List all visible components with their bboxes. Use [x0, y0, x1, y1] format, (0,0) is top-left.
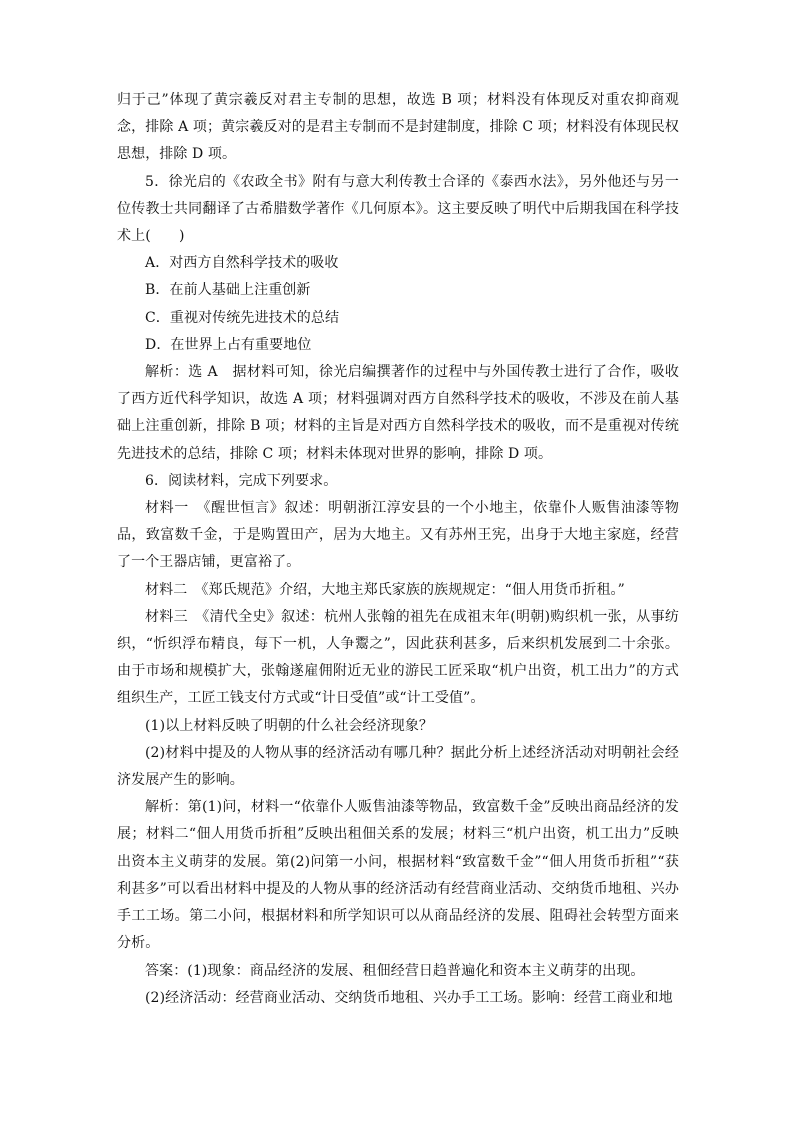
- question-6-part-2: (2)材料中提及的人物从事的经济活动有哪几种？据此分析上述经济活动对明朝社会经济发展产生的影响。: [117, 744, 679, 789]
- question-6-answer-2: (2)经济活动：经营商业活动、交纳货币地租、兴办手工工场。影响：经营工商业和地: [145, 989, 673, 1006]
- question-6-stem: 6．阅读材料，完成下列要求。: [145, 472, 338, 489]
- paragraph-answer-4-continued: 归于己”体现了黄宗羲反对君主专制的思想，故选 B 项；材料没有体现反对重农抑商观念，排除 A 项；黄宗羲反对的是君主专制而不是封建制度，排除 C 项；材料没有体现民权思想，排除 D 项。: [117, 92, 679, 163]
- material-1: 材料一 《醒世恒言》叙述：明朝浙江淳安县的一个小地主，依靠仆人贩售油漆等物品，致富数千金，于是购置田产，居为大地主。又有苏州王宪，出身于大地主家庭，经营了一个王器店铺，更富裕了。: [117, 500, 679, 571]
- question-5-analysis: 解析：选 A 据材料可知，徐光启编撰著作的过程中与外国传教士进行了合作，吸收了西方近代科学知识，故选 A 项；材料强调对西方自然科学技术的吸收，不涉及在前人基础上注重创新，排除 B 项；材料的主旨是对西方自然科学技术的吸收，而不是重视对传统先进技术的总结，排除 C 项；材料未体现对世界的影响，排除 D 项。: [117, 364, 679, 462]
- document-page: [117, 87, 679, 1012]
- question-6-analysis: 解析：第(1)问，材料一“依靠仆人贩售油漆等物品，致富数千金”反映出商品经济的发展；材料二“佃人用货币折租”反映出租佃关系的发展；材料三“机户出资，机工出力”反映出资本主义萌芽的发展。第(2)问第一小问，根据材料“致富数千金”“佃人用货币折租”“获利甚多”可以看出材料中提及的人物从事的经济活动有经营商业活动、交纳货币地租、兴办手工工场。第二小问，根据材料和所学知识可以从商品经济的发展、阻碍社会转型方面来分析。: [117, 799, 679, 952]
- question-5-option-a: A．对西方自然科学技术的吸收: [145, 255, 339, 272]
- question-6-part-1: (1)以上材料反映了明朝的什么社会经济现象？: [145, 717, 434, 734]
- question-5-stem: 5．徐光启的《农政全书》附有与意大利传教士合译的《泰西水法》，另外他还与另一位传教士共同翻译了古希腊数学著作《几何原本》。这主要反映了明代中后期我国在科学技术上( ): [117, 173, 679, 245]
- question-5-option-b: B．在前人基础上注重创新: [145, 282, 311, 299]
- question-6-answer-1: 答案：(1)现象：商品经济的发展、租佃经营日趋普遍化和资本主义萌芽的出现。: [145, 962, 645, 979]
- question-5-option-c: C．重视对传统先进技术的总结: [145, 309, 340, 326]
- material-3: 材料三 《清代全史》叙述：杭州人张翰的祖先在成祖末年(明朝)购织机一张，从事纺织，“忻织浮布精良，每下一机，人争鬻之”，因此获利甚多，后来织机发展到二十余张。由于市场和规模扩大，张翰遂雇佣附近无业的游民工匠采取“机户出资，机工出力”的方式组织生产，工匠工钱支付方式或“计日受值”或“计工受值”。: [117, 608, 679, 707]
- question-5-option-d: D．在世界上占有重要地位: [145, 336, 312, 353]
- material-2: 材料二 《郑氏规范》介绍，大地主郑氏家族的族规规定：“佃人用货币折租。”: [145, 581, 625, 598]
